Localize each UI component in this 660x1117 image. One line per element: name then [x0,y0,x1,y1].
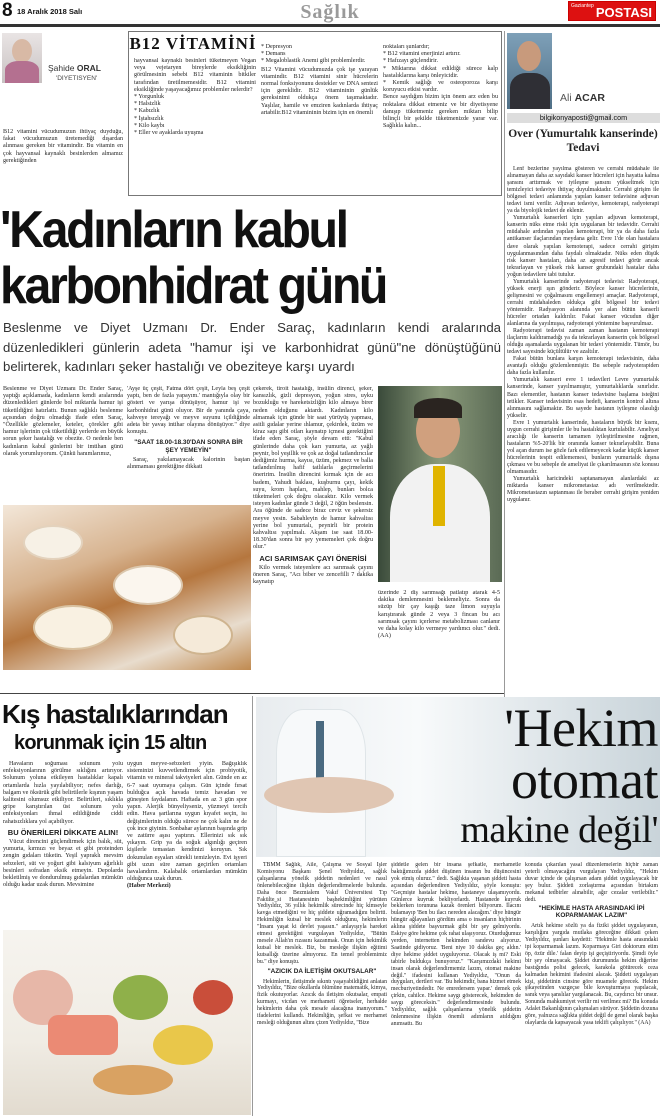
author-photo [2,33,42,83]
story-col-3 [253,386,373,690]
doctor-photo [378,386,502,582]
b12-symptom-item: * Megaloblastik Anemi gibi problemlerdir. [261,58,366,65]
story-col-2 [127,386,250,504]
section-divider [0,693,504,694]
b12-benefit-item: * Hafızayı güçlendirir. [383,58,438,65]
b12-symptom-item: * Kilo kaybı [134,122,165,129]
b12-symptom-item: * Eller ve ayaklarda uyuşma [134,130,204,137]
page-number: 8 [2,0,13,21]
paragraph: Lenf bezlerine yayılma gösteren ve cerrahi müdahale ile alınamayan daha az sayıdaki kanser hücreleri için hayatta kalma şansını arttırmak ve iyileşme şansını yükseltmek için temizleyici tedaviye ihtiyaç duyulmaktadır. Cerrahi girişim ile bölgesel tedavi anlamında yapılan kanser tedavisine adjuvan tedavi ismi verilir. Adjuvan tedaviye, kemoterapi, radyoterapi ya da biyolojik tedavi de eklenir. [507,166,659,215]
author-first-name: Şahide [48,63,75,73]
hekim-col-1 [257,862,387,1116]
paragraph: Radyoterapi tedavisi zaman zaman hastanın kemoterapi ilaçlarını kaldıramadığı ya da tekrarlayan kanserin çok bölgesel olduğu aşamalarda uygulanan bir tedavi yöntemidir. Tümör, bu tedavi sayesinde küçültülür ve azaltılır. [507,328,659,356]
b12-symptom-item: * Depresyon [261,44,292,50]
hekim-title-3: makine değil' [460,810,658,850]
paragraph: Yumurtalık kanserinde radyoterapi tedavisi: Radyoterapi, yüksek enerji ışın gönderir. Böylece kanser hücrelerinin, gelişmesini ve çoğalmasını engellemeyi amaçlar. Radyoterapi, cerrahi müdahaleden oldukça gibi bölgesel bir tedavi yöntemidir. Radyasyon alanında yer alan bütün kanserli hücreler ortadan kaldırılır. Fakat kanser vücudun diğer alanlarına da yayılmışsa, radyoterapi yöntemine başvurulmaz. [507,278,659,328]
right-author-first: Ali [560,92,572,104]
story-col-3-text: çekerek, tiroit hastalığı, insülin direnci, şeker, kansızlık, gizli depresyon, yoğun stres, uyku bozukluğu ve hareketsizliğin kilo almaya birer neden olduğunu aktardı. Kadınların kilo almamak için günde bir saat yürüyüş yapması, asitli gıdalar yerine ıhlamur, çekirdek, üzüm ve kiraz sapı gibi otları kaynatıp içmesi gerektiğini ifade eden Saraç, şöyle devam etti: "Kabul günlerinde daha çok karı yumurta, az yağlı peynir, bol yeşillik ve çok az doğal tatlandırıcılar dediğimiz hurma, kayısı, üzüm, pekmez ve balla tatlandırılmış hafif tatlılarla geçirmelerini öneririm. İnsülin direncini kırmak için de acı badem, Yahudi baklası, kuşburnu çayı, kekik suyu, krom hapları, mahlep, bunları bolca tüketmeleri çok doğru olacaktır. Kilo vermek isteyen kadınlar günde 3 değil, 2 öğün beslensin. Ara öğünde de sadece biraz ceviz ve şekersiz meyve yesin. Sabahleyin de hamur kahvaltısı yerine bol yumurtalı, peynirli bir protein kahvaltısı yapılmalı. Akşam ise saat 18.00-18.30'dan sonra bir şey yememeleri çok doğru olur." [253,386,373,551]
headline-line-2: karbonhidrat günü [0,257,387,315]
b12-benefit-item: * Miktarına dikkat edildiği sürece kalp hastalıklarına karşı önleyicidir. [383,65,498,79]
hekim-subheading: "HEKİMLE HASTA ARASINDAKİ İPİ KOPARMAMAK LAZIM" [538,905,645,920]
hekim-title-2: otomat [511,752,658,808]
author-email[interactable]: bilgikonyaposti@gmail.com [507,113,660,123]
author-name [48,63,123,73]
b12-col3-intro: noktaları şunlardır; [383,44,430,50]
hekim-col-2: şiddetle gelen bir insana şefkatle, merhametle baktığımızda şiddet düşünen insanın bu düşüncesini yok etmiş oluruz." dedi. Sağlıkta yaşanan şiddeti hasta açısından değerlendiren Yediyıldız, şöyle konuştu: "Geçmişte hastalar hekime, hastaneye ulaşamıyordu. Günlerce kuyruk bekliyorlardı. Hastanede kuyruk beklerken torununa kazak örenleri biliyorum. İlacını bulamayıp 'Ben bu ilacı nereden alacağım.' diye hüngür hüngür ağlayanları gördüm ama o insanların hiçbirinin aklına şiddete başvurmak gibi bir şey gelmiyordu. Eskiye göre hekime çok rahat ulaşıyoruz. Oturduğumuz yerden, internetten hekimden randevu alıyoruz. Saatinde gidiyoruz. 'Beni niye 10 dakika geç aldın.' diye hekime şiddet uyguluyoruz. Olacak iş mi? Eski tabirle buldukça bunuyoruz." "Karşımızdaki hekimi insan olarak değerlendirmemiz lazım, otomat makine değil." ifadesini kullanan Yediyıldız, "Onun da duyguları, dertleri var. 'Bu hekimdir, bana hizmet etmek mecburiyetindedir. Ne emredersem yapar.' demek çok çirkin, cahilce. Hekime saygı gösterecek, hekimden de saygı göreceksin." değerlendirmesinde bulundu. Yediyıldız, sağlık çalışanlarına yönelik şiddetin önlenmesine ilişkin önemli adımların atıldığını anımsattı. Bu [391,862,521,1027]
hekim-subheading: "AZICIK DA İLETİŞİM OKUTSALAR" [267,967,377,975]
vegetables-photo [3,930,251,1115]
right-author-last: ACAR [574,92,605,104]
hekim-col-3 [525,862,658,1116]
lead-paragraph: Beslenme ve Diyet Uzmanı Dr. Ender Saraç, kadınların kendi aralarında düzenledikleri günlerin adeta "hamur işi ve karbonhidrat günü"ne dönüştüğünü belirterek, kadınları şeker hastalığı ve obeziteye karşı uyardı [3,320,501,374]
hekim-col-3-text: konuda çıkarılan yasal düzenlemelerin hiçbir zaman yeterli olmayacağını vurgulayan Yediyıldız, "Hekim duvar içinde de çalışırsan adam şiddet uygulayacak bir şey bulur. Şiddeti zorlaştırma açısından birtakım mekanal tedbirler alınabilir, ağır cezalar verilebilir." dedi. [525,862,658,903]
right-author-photo [507,33,552,109]
logo-word: POSTASI [595,5,652,20]
story-col-2-text: 'Ayşe üç çeşit, Fatma dört çeşit, Leyla beş çeşit yaptı, ben de fazla yapayım.' mantığıyla olay bir gösteri ve yarışa dönüşüyor, hamur işi ve karbonhidrat günü oluyor. Bir de yanında çaya, kahveye tereyağı ve meyve suyunu içildiğinde adeta bir yavaş intihar olayına dönüşüyor." diye konuştu. [127,386,250,436]
paragraph: Yumurtalık kanseri evre 1 tedavileri Levre yumurtalık kanserinde, kanser yayılmamıştır, yumurtalıklarda sınırlıdır. Bazı elementler, hastanın kanser tedavisine başlama isteğini tetikler. Kanser tedavisinin esas hedefi, kanserin kontrol altına alınmasını sağlamaktır. Bu sayede hastanın iyileşme olasılığı yükselir. [507,377,659,419]
newspaper-logo [568,1,656,21]
winter-col-2 [127,761,247,926]
hekim-col-3-cont: Artık hekime sözlü ya da fiziki şiddet uygulayanın, karşılığını yargıda mutlaka göreceğine dikkati çeken Yediyıldız, şunları kaydetti: "Hekimle hasta arasındaki ipi koparmamak lazım. Koparmaya Giri doktorum etim öp, özür dile.' falan deyip işi geçiştiriyordu. Şimdi öyle bir şey olmayacak. Şiddet durumunda hekim diğerine bastığında polisi gelecek, karakola götürecek ceza kalmadan hekimini ifadesini alacak. Şiddeti uygulayan kişi, şiddetinin cinsine göre muamele görecek. Hekim şikayetinden vazgeçse bile kovuşturmaya yapılacak, sanık veya şanslılar yargılanacak. Bu, caydırıcı bir unsur. Sonunda mahkumiyet verilir mi verilmez mi? Bu konuda Adalet Bakanlığının çalışmaları sürüyor. Şiddetin dozuna göre, yalnızca sağlıkta şiddet değil de genel olarak başka olaylarda da kapsayacak yasa teklifi çalışılıyor." (AA) [525,923,658,1026]
b12-col2 [261,44,378,190]
b12-symptom-item: * Yorgunluk [134,94,165,101]
hekim-title-1: 'Hekim [504,700,658,756]
paragraph: Yumurtalık kanserleri için yapılan adjuvan kemoterapi, kanserin nüks etme riski için uygulanan bir tedavidir. Cerrahi müdahale ardından yapılan kemoterapi, bir ya da daha fazla antikanser ilaçlarından meydana gelir. Evre 1'de olan hastalara dave olarak yapılan kemoterapi, sadece cerrahi girişim uygulanmasından daha faydalı olmaktadır. Nüks eden düşük risk kanser hastaları, daha az agresif tedavi görür ancak tekrarlayan ve yüksek risk kanser grubundaki hastalar daha yoğun tedavilere tabi tutulur. [507,215,659,278]
b12-col3-text: Bence saydığım bizim için önem arz eden bu noktalara dikkat etmeniz ve bir diyetisyene danışıp tüketmeniz gereken miktarı bilip bilinçli bir şekilde tüketmenizde yarar var. Sağlıkla kalın... [383,94,498,130]
b12-benefit-item: * Kemik sağlığı ve osteoporoza karşı koruyucu etkisi vardır. [383,80,498,94]
b12-symptom-item: * Halsizlik [134,101,161,108]
issue-date: 18 Aralık 2018 Salı [17,7,83,16]
winter-title-1: Kış hastalıklarından [2,699,228,729]
b12-benefit-item: * B12 vitamini enerjinizi artırır. [383,51,461,58]
b12-symptom-item: * Demans [261,51,286,58]
story-col-2-cont: Saraç, yakılamayacak kalorinin baştan alınmaması gerektiğine dikkati [127,456,250,471]
winter-title-2: korunmak için 15 altın [14,732,207,754]
hekim-col-1-cont: Hekimlerin, iletişimde sıkıntı yaşayabildiğini anlatan Yediyıldız, "Bize okullarda ölümüne matematik, kimya, fizik okutuyorlar. Azıcık da iletişim okutsalar, empati kurmayı, vicdan ve merhameti öğretseler, herhalde hekimlerin daha çok mesafe alacağına inanıyorum." ifadelerini kullandı. Hekimliğin, şefkat ve merhamet mesleği olduğunun altını çizen Yediyıldız, "Bize [257,978,387,1026]
winter-credit: (Haber Merkezi) [127,883,171,890]
b12-col1 [134,58,256,188]
right-author-name [560,92,660,106]
b12-symptom-item: * Kabızlık [134,108,160,115]
winter-col-1-cont: Vücut direncini güçlendirmek için balık, süt, yumurta, kırmızı ve beyaz et gibi proteinden zengin gıdaları tüketin. Yeşil yapraklı mevsim sebzeleri, süt ve yoğurt gibi kalsiyum ağırlıklı besinleri sofradan eksik etmeyin. Depolarda bekletilmiş ve dondurulmuş gıdalardan mümkün olduğu kadar uzak durun. Mevsimine [3,839,123,889]
b12-title: B12 VİTAMİNİ [129,34,257,53]
right-article-body [507,166,659,731]
b12-col3 [383,44,498,190]
header-rule [0,24,660,27]
story-col-3-cont: Kilo vermek isteyenlere acı sarımsak çayını öneren Saraç, "Acı biber ve zencefilli 7 dakika kaynatıp [253,564,373,586]
winter-subheading: BU ÖNERİLERİ DİKKATE ALIN! [7,827,119,837]
story-col-4: üzerinde 2 diş sarımsağı patlatıp atarak 4-5 dakika demlenmesini beklemeliyiz. Sonra da süzüp bir çay kaşığı taze limon suyuyla karıştırarak günde 2 veya 3 fincan bu acı sarımsak çayını içerlerse metabolizması canlanır ve daha kolay kilo vermeye yardımcı olur." dedi. (AA) [378,590,500,640]
logo-prefix: Gaziantep [571,3,594,9]
right-article-title: Over (Yumurtalık kanserinde) Tedavi [508,128,658,154]
winter-col-1-text: Havaların soğuması solunum yolu enfeksiyonlarının görülme sıklığını artırıyor. Solunum yoluna etkileyen hastalıklar kapalı ortamlarda hızla yayılabiliyor; nefes darlığı, balgam ve öksürük gibi belirtilerle kışının yaşam kalitesini olumsuz etkiliyor. Belirtileri, sıklıkla gripe karıştırılan üst solunum yolu enfeksiyonları ihmal edildiğinde ciddi rahatsızlıklara yol açabiliyor. [3,761,123,825]
headline-line-1: 'Kadınların kabul [0,201,347,259]
b12-col2-text: B12 Vitamini vücudumuzda çok işe yarayan vitamindir. B12 vitamini sinir hücrelerin normal fonksiyonunu destekler ve DNA sentezi için gereklidir. B12 vitamininin günlük gereksinimi oldukça önem taşımaktadır. Yaşlılar, hamile ve emziren kadınlarda ihtiyaç artabilir.B12 vitamininin bizim için en önemli [261,66,378,116]
b12-symptom-item: * İştahsızlık [134,115,164,122]
food-photo [3,505,251,670]
paragraph: Evre 1 yumurtalık kanserinde, hastaların büyük bir kısmı, uygun cerrahi girişimler ile bu hastalıktan kurtulabilir. Ameliyat aracılığı ile kanserin tamamen iyileştirilmesine rağmen, hastaların %5-20'lik bir oranında kanser tekrarlayabilir. Buna yol açan durum ise gözle fark edilemeyecek kadar küçük kanser hücrelerinin tespit edilememesi, bunların yumurtalık dışına çıkması ve bu sebeple de ameliyat ile çıkarılmasının söz konusu olmamasıdır. [507,419,659,476]
paragraph: Yumurtalık haricindeki saptanamayan alanlardaki az miktarda kanser mikrometastaz adı verilmektedir. Mikrometastazın saptanması ile beraber cerrahi girişim yeniden uygulanır. [507,476,659,504]
story-subheading: "SAAT 18.00-18.30'DAN SONRA BİR ŞEY YEMEYİN" [134,439,243,454]
story-subheading: ACI SARIMSAK ÇAYI ÖNERİSİ [259,553,367,563]
section-title: Sağlık [300,1,360,23]
column-divider [504,31,505,731]
winter-col-2-text: uygun meyve-sebzeleri yiyin. Bağışıklık sisteminizi kuvvetlendirmek için probiyotik, vitamin ve mineral takviyeleri alın. Günde en az 6-7 saat uyumaya çalışın. Gün içinde fırsat bulduğca açık havada temiz havadan ve güneşten faydalanın. Haftada en az 3 gün spor yapın. Alerjik bünyeliyseniz, yüzmeyi tercih edin. Hava şartlarına uygun kıyafet seçin, isı değişimlerinin olduğu sürece ne çok kalın ne de çok ince giyinin. Sonbahar aylarının başında grip ve zatürre aşısı yaptırın. Ellerinizi sık sık yıkayın. Grip ya da soğuk algınlığı geçiren kişilerle temastan kendinizi koruyun. Sık dokunulan eşyaları sürekli temizleyin. Evi işyeri gibi uzun süre zaman geçirilen ortamları havalandırın. Kalabalık ortamlardan mümkün olduğunca uzak durun. [127,761,247,883]
paragraph: Fakat bütün bunlara karşın kemoterapi tedavisinin, daha avantajlı olduğu gözlemlenmiştir. Bu sebeple radyoterapiden daha fazla kullanılır. [507,356,659,377]
hekim-col-1-text: TBMM Sağlık, Aile, Çalışma ve Sosyal İşler Komisyonu Başkanı Şenel Yediyıldız, sağlık çalışanlarına yönelik şiddetin nedenleri ve nasıl önlenebileceğine ilişkin değerlendirmelerde bulundu. Daha önce Bezmialem Vakıf Üniversitesi Tıp Fakülte_si Hastanesinin başhekimliğini yürüten Yediyıldız, 36 yıllık hekimlik sürecinde hiç kimseyle kavga etmediğini ve hiç şiddete uğramadığını belirtti. Hekimliğin kutsal bir meslek olduğunu, hekimlerin "İnsanı yaşat ki devlet yaşasın." anlayışıyla hareket etmesi gerektiğini vurgulayan Yediyıldız, "Bütün mesele Allah'ın rızasını kazanmak. Onun için hekimlik kutsal bir meslek. Biz, bu mesleğe ilişkin eğitimi kutsallığı üzerine almıyoruz. En temel problemimiz bu." diye konuştu. [257,862,387,965]
story-col-1: Beslenme ve Diyet Uzmanı Dr. Ender Saraç, yaptığı açıklamada, kadınların kendi aralarında düzenledikleri günlerde bol miktarda hamur işi tüketildiğini hatırlattı. Bunun sağlıklı beslenme açısından doğru olmadığı ifade eden Saraç, "Özellikle gözlemeler, keteler, çörekler gibi hamur işlerinin çok tüketildiği yerlerde en büyük sorun şeker hastalığı ve obezite. O nedenle ben kadınların kabul günlerini bir imtihan günü olarak yorumluyorum. Çünkü hanımlarımız, [3,386,123,457]
author-last-name: ORAL [76,63,101,73]
column-text: B12 vitamini vücudumuzun ihtiyaç duyduğu, fakat vücudumuzun üretemediği dışardan alınması gereken bir vitamindir. Bu vitamin en çok hayvansal kaynaklı besinlerden almamız gerektiğinden [3,129,123,164]
column-divider [252,696,253,1116]
b12-col1-text: hayvansal kaynaklı besinleri tüketmeyen Vegan veya vejetaryen bireylerde eksikliğinin görülmesinin sebebi B12 vitaminin bitkiler tarafından üretilmemesidir. B12 vitamini eksikliğinde yaşayacağımız problemler nelerdir? [134,58,256,93]
winter-col-1 [3,761,123,926]
author-role: 'DİYETİSYEN' [56,75,98,82]
